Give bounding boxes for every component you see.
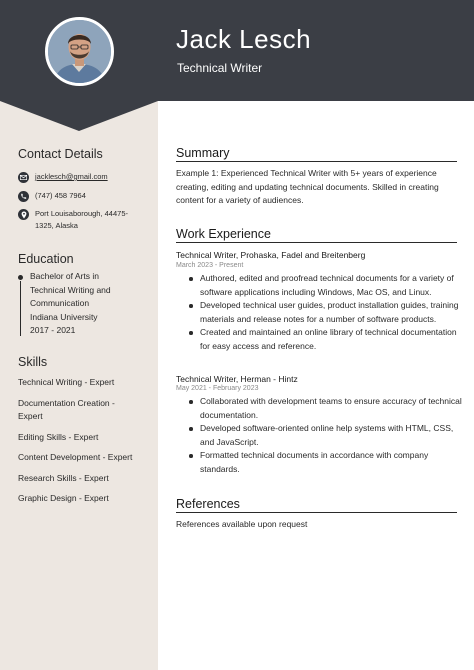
education-school: Indiana University [30,312,98,322]
summary-heading: Summary [176,146,230,160]
skill-item: Content Development - Expert [18,452,133,462]
skill-item: Graphic Design - Expert [18,493,109,503]
summary-text: Example 1: Experienced Technical Writer with 5+ years of experience creating, editing and updating technical documents. Skilled in creating content for a variety of audiences. [176,168,439,205]
email-icon [18,172,29,183]
contact-address-line2: 1325, Alaska [35,221,78,230]
contact-address-row [18,208,128,232]
job-bullet: Formatted technical documents in accordance with company standards. [200,449,462,476]
person-job-title: Technical Writer [177,61,263,75]
phone-icon [18,191,29,202]
education-timeline-dot [18,275,23,280]
education-degree-line2: Technical Writing and [30,285,111,295]
education-timeline-line [20,281,21,336]
contact-email-row[interactable] [18,171,108,183]
skill-item: Documentation Creation - [18,398,115,408]
skill-item: Research Skills - Expert [18,473,109,483]
references-heading: References [176,497,240,511]
skill-item: Technical Writing - Expert [18,377,115,387]
summary-divider [176,161,457,162]
job-bullet: Created and maintained an online library of technical documentation for easy access and reference. [200,326,462,353]
job-bullet: Authored, edited and proofread technical documents for a variety of software applications including Windows, Mac OS, and Linux. [200,272,462,299]
references-divider [176,512,457,513]
experience-divider [176,242,457,243]
location-icon [18,209,29,220]
skill-item: Editing Skills - Expert [18,432,99,442]
education-heading: Education [18,252,74,266]
job-bullet: Collaborated with development teams to ensure accuracy of technical documentation. [200,395,462,422]
education-years: 2017 - 2021 [30,325,76,335]
job-title: Technical Writer, Prohaska, Fadel and Breitenberg [176,250,366,260]
job-dates: May 2021 - February 2023 [176,385,259,392]
skills-heading: Skills [18,355,48,369]
job-bullets [200,272,462,353]
job-bullet: Developed technical user guides, product installation guides, training materials and release notes for a number of software products. [200,299,462,326]
header-chevron [0,101,158,131]
education-degree-line3: Communication [30,298,90,308]
education-degree-line1: Bachelor of Arts in [30,271,99,281]
job-bullet: Developed software-oriented online help systems with HTML, CSS, and JavaScript. [200,422,462,449]
contact-phone: (747) 458 7964 [35,191,86,200]
contact-heading: Contact Details [18,147,103,161]
experience-heading: Work Experience [176,227,271,241]
contact-email[interactable]: jacklesch@gmail.com [35,172,108,181]
contact-address-line1: Port Louisaborough, 44475- [35,209,128,218]
job-dates: March 2023 - Present [176,262,244,269]
job-title: Technical Writer, Herman - Hintz [176,374,298,384]
skill-item-continued: Expert [18,411,43,421]
profile-photo [45,17,114,86]
contact-address [35,208,128,232]
contact-phone-row [18,190,86,202]
person-name: Jack Lesch [176,24,312,54]
references-text: References available upon request [176,519,308,529]
job-bullets [200,395,462,476]
